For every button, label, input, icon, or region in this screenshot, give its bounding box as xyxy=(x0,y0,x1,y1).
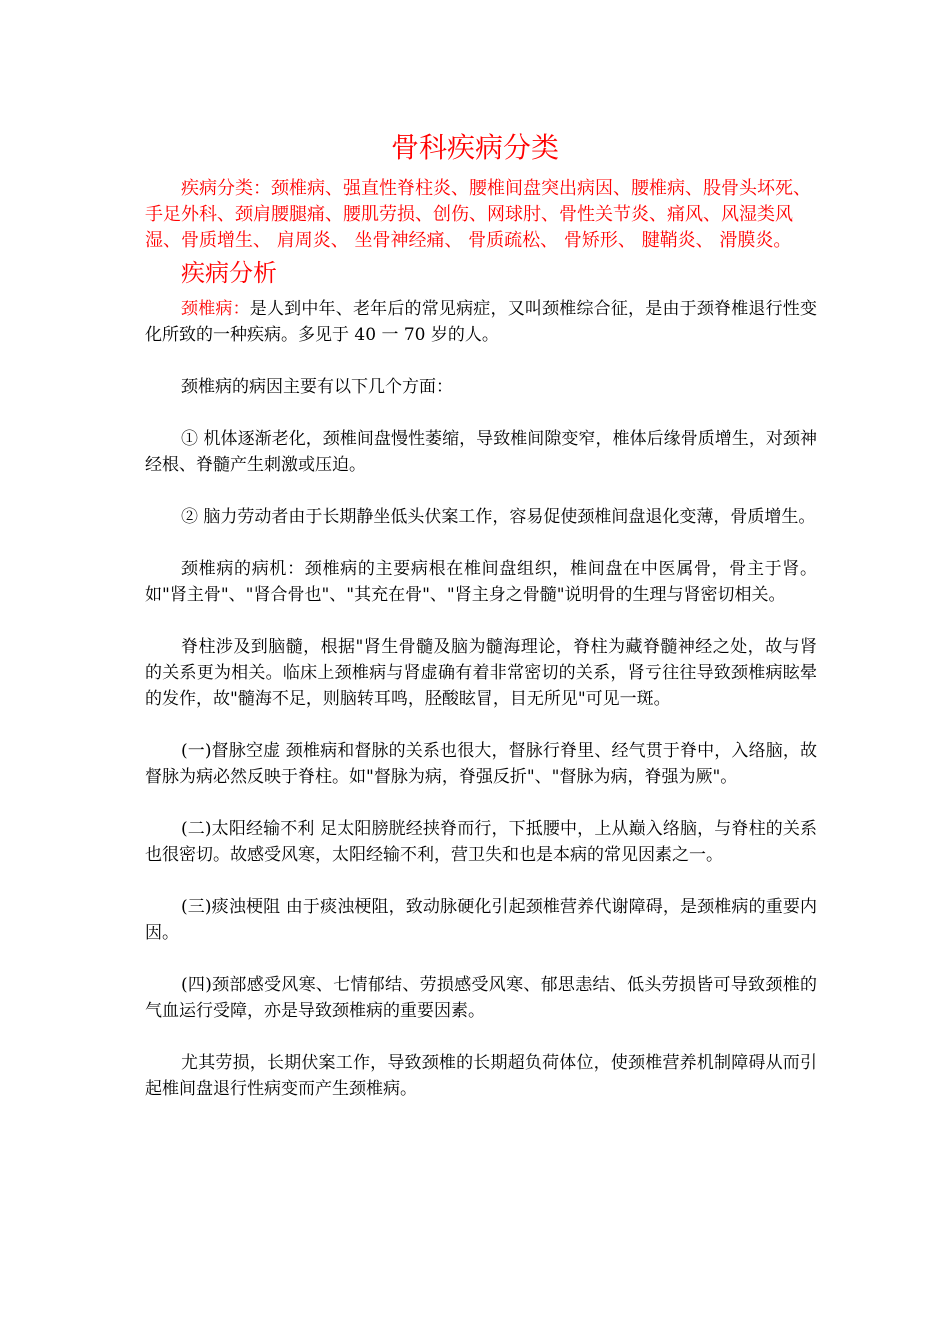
paragraph-wind-cold: (四)颈部感受风寒、七情郁结、劳损感受风寒、郁思恚结、低头劳损皆可导致颈椎的气血运行受障，亦是导致颈椎病的重要因素。 xyxy=(145,975,817,1021)
paragraph-causes-heading: 颈椎病的病因主要有以下几个方面： xyxy=(181,377,453,397)
paragraph-cause-1: ① 机体逐渐老化，颈椎间盘慢性萎缩，导致椎间隙变窄，椎体后缘骨质增生，对颈神经根、脊髓产生刺激或压迫。 xyxy=(145,429,817,475)
page-title: 骨科疾病分类 xyxy=(390,131,559,164)
intro-paragraph xyxy=(145,296,817,348)
article-body xyxy=(145,296,817,1128)
paragraph-governor-vessel: (一)督脉空虚 颈椎病和督脉的关系也很大，督脉行脊里、经气贯于脊中，入络脑，故督脉为病必然反映于脊柱。如"督脉为病，脊强反折"、"督脉为病，脊强为厥"。 xyxy=(145,741,817,787)
paragraph-cause-2: ② 脑力劳动者由于长期静坐低头伏案工作，容易促使颈椎间盘退化变薄，骨质增生。 xyxy=(181,507,816,527)
intro-text: 是人到中年、老年后的常见病症，又叫颈椎综合征，是由于颈脊椎退行性变化所致的一种疾病。多见于 40 一 70 岁的人。 xyxy=(145,299,818,345)
paragraph-spine-kidney: 脊柱涉及到脑髓，根据"肾生骨髓及脑为髓海理论，脊柱为藏脊髓神经之处，故与肾的关系更为相关。临床上颈椎病与肾虚确有着非常密切的关系，肾亏往往导致颈椎病眩晕的发作，故"髓海不足，则脑转耳鸣，胫酸眩冒，目无所见"可见一斑。 xyxy=(145,637,817,709)
section-heading: 疾病分析 xyxy=(181,259,277,287)
disease-categories: 疾病分类：颈椎病、强直性脊柱炎、腰椎间盘突出病因、腰椎病、股骨头坏死、手足外科、颈肩腰腿痛、腰肌劳损、创伤、网球肘、骨性关节炎、痛风、风湿类风湿、骨质增生、 肩周炎、 坐骨神经痛、 骨质疏松、 骨矫形、 腱鞘炎、 滑膜炎。 xyxy=(145,178,811,251)
paragraph-strain: 尤其劳损，长期伏案工作，导致颈椎的长期超负荷体位，使颈椎营养机制障碍从而引起椎间盘退行性病变而产生颈椎病。 xyxy=(145,1053,817,1099)
paragraph-phlegm-obstruction: (三)痰浊梗阻 由于痰浊梗阻，致动脉硬化引起颈椎营养代谢障碍，是颈椎病的重要内因。 xyxy=(145,897,817,943)
paragraph-pathogenesis: 颈椎病的病机：颈椎病的主要病根在椎间盘组织，椎间盘在中医属骨，骨主于肾。如"肾主骨"、"肾合骨也"、"其充在骨"、"肾主身之骨髓"说明骨的生理与肾密切相关。 xyxy=(145,559,817,605)
intro-label: 颈椎病： xyxy=(181,299,250,319)
paragraph-taiyang-channel: (二)太阳经输不利 足太阳膀胱经挟脊而行，下抵腰中，上从巅入络脑，与脊柱的关系也很密切。故感受风寒，太阳经输不利，营卫失和也是本病的常见因素之一。 xyxy=(145,819,817,865)
